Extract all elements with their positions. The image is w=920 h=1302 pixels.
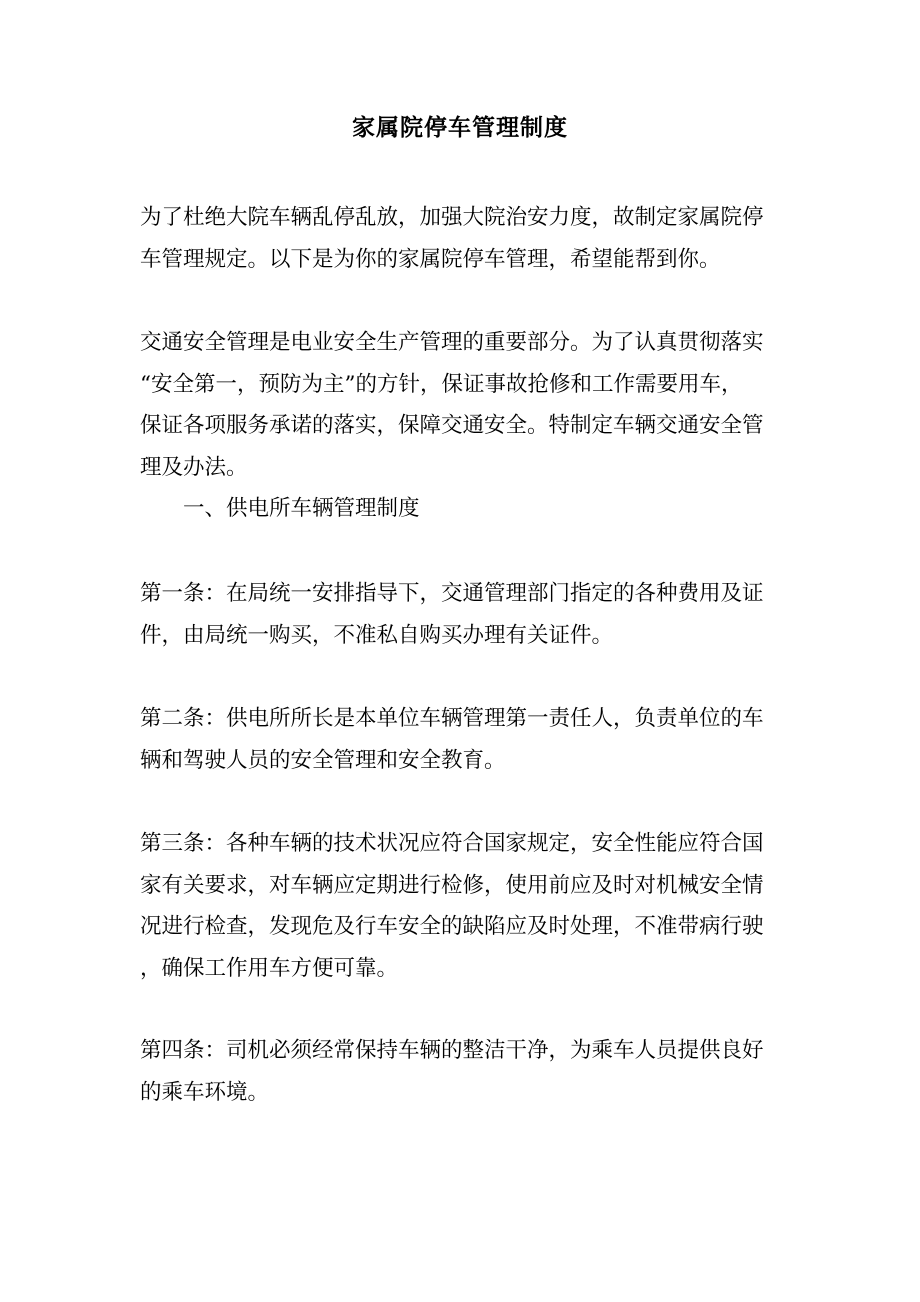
article-4 <box>140 1030 790 1113</box>
overview-line: 理及办法。 <box>140 454 248 480</box>
article-line: 的乘车环境。 <box>140 1079 270 1105</box>
article-line: 第四条：司机必须经常保持车辆的整洁干净，为乘车人员提供良好 <box>140 1038 764 1063</box>
overview-line: “安全第一，预防为主”的方针，保证事故抢修和工作需要用车， <box>140 371 743 397</box>
article-line: 第三条：各种车辆的技术状况应符合国家规定，安全性能应符合国 <box>140 831 764 856</box>
article-line: ，确保工作用车方便可靠。 <box>140 955 399 981</box>
intro-line: 车管理规定。以下是为你的家属院停车管理，希望能帮到你。 <box>140 246 721 272</box>
intro-line: 为了杜绝大院车辆乱停乱放，加强大院治安力度，故制定家属院停 <box>140 205 764 230</box>
article-line: 第一条：在局统一安排指导下，交通管理部门指定的各种费用及证 <box>140 581 764 606</box>
article-line: 况进行检查，发现危及行车安全的缺陷应及时处理，不准带病行驶 <box>140 914 764 939</box>
overview-paragraph <box>140 322 790 488</box>
article-2 <box>140 698 790 781</box>
article-line: 第二条：供电所所长是本单位车辆管理第一责任人，负责单位的车 <box>140 706 764 731</box>
article-line: 件，由局统一购买，不准私自购买办理有关证件。 <box>140 622 614 648</box>
overview-line: 交通安全管理是电业安全生产管理的重要部分。为了认真贯彻落实 <box>140 330 764 355</box>
overview-line: 保证各项服务承诺的落实，保障交通安全。特制定车辆交通安全管 <box>140 413 764 438</box>
article-line: 家有关要求，对车辆应定期进行检修，使用前应及时对机械安全情 <box>140 872 764 898</box>
document-title: 家属院停车管理制度 <box>352 114 568 141</box>
article-3 <box>140 823 790 989</box>
article-1 <box>140 573 790 656</box>
section-heading: 一、供电所车辆管理制度 <box>183 496 420 521</box>
section-heading-paragraph <box>140 488 790 530</box>
article-line: 辆和驾驶人员的安全管理和安全教育。 <box>140 747 506 773</box>
intro-paragraph <box>140 197 790 280</box>
